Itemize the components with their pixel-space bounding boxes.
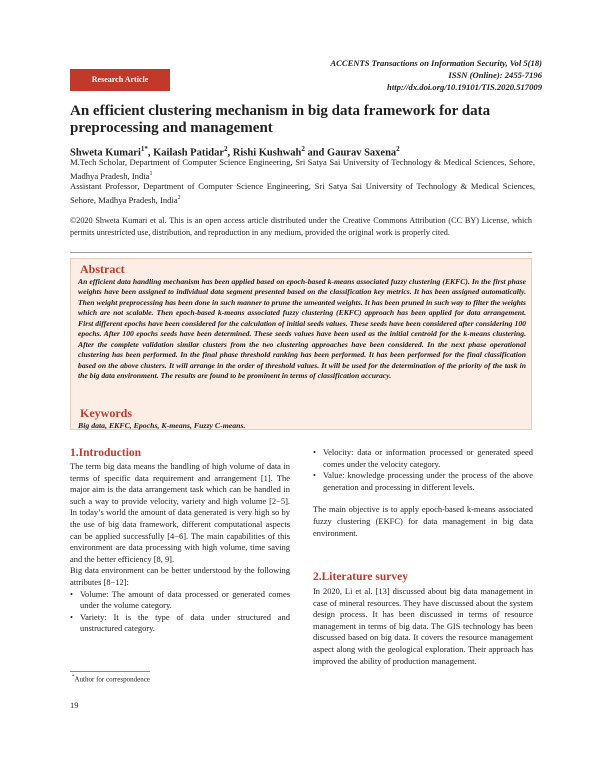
author-sup: 2: [301, 145, 305, 153]
bullet-icon: •: [70, 611, 73, 622]
section-heading-literature-survey: 2.Literature survey: [313, 571, 408, 583]
list-item-text: Value: knowledge processing under the process of the above generation and processing in different levels.: [323, 470, 533, 492]
paper-title: An efficient clustering mechanism in big data framework for data preprocessing and management: [70, 103, 491, 136]
author-sup: 2: [396, 145, 400, 153]
keywords-text: Big data, EKFC, Epochs, K-means, Fuzzy C-means.: [78, 421, 246, 430]
affiliation-text: Assistant Professor, Department of Computer Science Engineering, Sri Satya Sai University of Technology & Medical Sciences, Sehore, Madhya Pradesh, India: [70, 181, 535, 205]
list-item-text: Volume: The amount of data processed or generated comes under the volume category.: [80, 588, 290, 611]
footnote-marker: *: [72, 675, 75, 680]
divider: [70, 252, 532, 253]
page-number: 19: [70, 700, 79, 710]
list-item: [313, 470, 533, 493]
footnote-divider: [70, 671, 150, 672]
abstract-heading: Abstract: [80, 262, 125, 276]
journal-doi[interactable]: http://dx.doi.org/10.19101/TIS.2020.517009: [387, 82, 542, 92]
bullet-icon: •: [313, 447, 316, 457]
affiliation-1: [70, 156, 535, 182]
section-heading-introduction: 1.Introduction: [70, 447, 142, 459]
affiliation-text: M.Tech Scholar, Department of Computer Science Engineering, Sri Satya Sai University of Technology & Medical Sciences, Sehore, Madhya Pradesh, India: [70, 157, 535, 181]
author-name: Shweta Kumari: [70, 147, 141, 159]
journal-issn: ISSN (Online): 2455-7196: [448, 70, 542, 80]
right-column: [313, 447, 533, 539]
license-statement: ©2020 Shweta Kumari et al. This is an open access article distributed under the Creative Commons Attribution (CC BY) License, which permits unrestricted use, distribution, and reproduction in any medium, provided the original work is properly cited.: [70, 216, 532, 237]
journal-title: ACCENTS Transactions on Information Security, Vol 5(18): [330, 58, 542, 68]
keywords-heading: Keywords: [80, 406, 132, 420]
author-sup: 2: [224, 145, 228, 153]
author-list: Shweta Kumari$^{1*}$, Kailash Patidar$^2$, Rishi Kushwah$^2$ and Gaurav Saxena$^2$: [70, 145, 400, 159]
author-sup: 1*: [140, 145, 148, 153]
list-item: [70, 589, 290, 612]
abstract-text: An efficient data handling mechanism has been applied based on epoch-based k-means associated fuzzy clustering (EKFC). In the first phase weights have been assigned to individual data segment presented based on the classification key metrics. It has been assigned automatically. Then weight preprocessing has been done in such manner to prune the unwanted weights. It has been pruned in such way to filter the weights which are not scalable. Then epoch-based k-means associated fuzzy clustering (EKFC) approach has been applied for data arrangement. First different epochs have been considered for the calculation of initial seeds values. These seeds have been considered after considering 100 epochs. After 100 epochs seeds have been determined. These seeds values have been used as the initial centroid for the k-means clustering. After the complete validation similar clusters from the two clustering approaches have been considered. In the next phase operational clustering has been performed. In the final phase threshold ranking has been performed. It has been performed for the final classification based on the above clusters. It will arrange in the order of threshold values. It will be used for the determination of the priority of the task in the big data environment. The results are found to be prominent in terms of classification accuracy.: [78, 277, 526, 381]
author-name: Gaurav Saxena: [327, 147, 397, 159]
paragraph: Big data environment can be better understood by the following attributes [8−12]:: [70, 565, 290, 587]
author-name: Rishi Kushwah: [232, 147, 302, 159]
bullet-icon: •: [70, 588, 73, 599]
article-type-badge: Research Article: [70, 69, 170, 91]
paragraph: The term big data means the handling of high volume of data in terms of specific data requirement and arrangement [1]. The major aim is the data arrangement task which can be handled in such a way to provide velocity, variety and high volume [2−5]. In today’s world the amount of data generated is very high so by the use of big data framework, different computational aspects can be applied successfully [4−6]. The main capabilities of this environment are data processing with high volume, time saving and the better efficiency [8, 9].: [70, 461, 290, 564]
author-name: Kailash Patidar: [153, 147, 225, 159]
list-item-text: Variety: It is the type of data under structured and unstructured category.: [80, 611, 290, 634]
literature-paragraph: In 2020, Li et al. [13] discussed about big data management in case of mineral resources. They have discussed about the system design process. It has been discussed in terms of resource management in terms of big data. The GIS technology has been discussed based on big data. It covers the resource management aspect along with the geological exploration. Their approach has improved the ability of production management.: [313, 586, 533, 666]
affiliation-sup: 2: [177, 195, 181, 201]
footnote: [72, 675, 150, 683]
affiliation-sup: 1: [149, 171, 153, 177]
list-item: [70, 612, 290, 635]
author-conjunction: and: [304, 147, 328, 159]
list-item-text: Velocity: data or information processed or generated speed comes under the velocity category.: [323, 447, 533, 469]
bullet-icon: •: [313, 470, 316, 481]
left-column: [70, 461, 290, 635]
paragraph: The main objective is to apply epoch-based k-means associated fuzzy clustering (EKFC) for data management in big data environment.: [313, 504, 533, 538]
journal-header: [242, 57, 542, 93]
footnote-text: Author for correspondence: [74, 675, 150, 684]
affiliation-2: [70, 180, 535, 206]
list-item: [313, 447, 533, 470]
